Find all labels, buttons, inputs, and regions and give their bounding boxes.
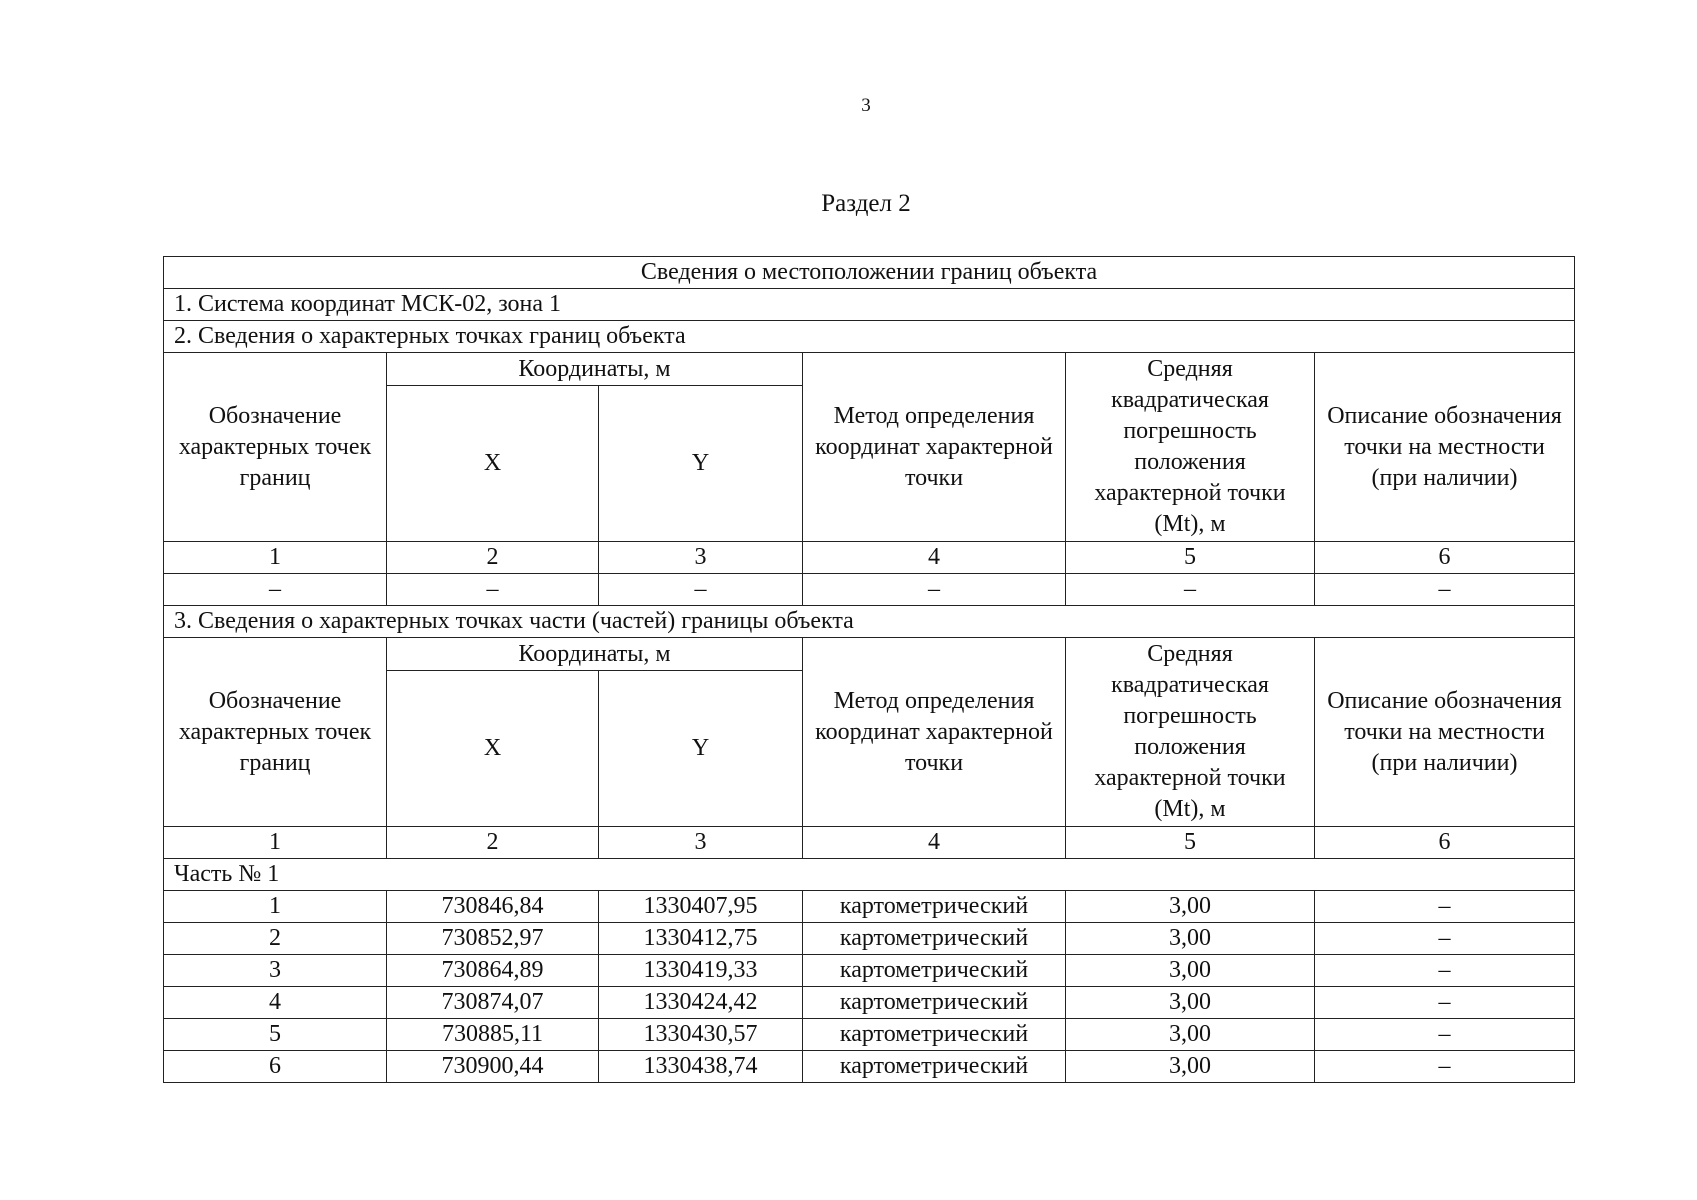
table-cell: – bbox=[164, 574, 387, 606]
table-cell: – bbox=[599, 574, 803, 606]
header-x: X bbox=[387, 671, 599, 827]
part-label: Часть № 1 bbox=[164, 859, 1575, 891]
header-method: Метод определения координат характерной точки bbox=[803, 353, 1066, 542]
boundary-table bbox=[163, 256, 1575, 1083]
header-y: Y bbox=[599, 386, 803, 542]
table-row bbox=[164, 891, 1575, 923]
header-point-designation: Обозначение характерных точек границ bbox=[164, 638, 387, 827]
table-cell: – bbox=[1066, 574, 1315, 606]
header-y: Y bbox=[599, 671, 803, 827]
table-cell: 1330424,42 bbox=[599, 987, 803, 1019]
table-cell: картометрический bbox=[803, 1019, 1066, 1051]
column-number: 5 bbox=[1066, 542, 1315, 574]
header-coordinates: Координаты, м bbox=[387, 638, 803, 671]
table-cell: – bbox=[387, 574, 599, 606]
table-row bbox=[164, 955, 1575, 987]
header-description: Описание обозначения точки на местности (при наличии) bbox=[1315, 638, 1575, 827]
coord-system-row bbox=[164, 289, 1575, 321]
header-x: X bbox=[387, 386, 599, 542]
table-cell: картометрический bbox=[803, 923, 1066, 955]
table-cell: 1330419,33 bbox=[599, 955, 803, 987]
header-accuracy: Средняя квадратическая погрешность положения характерной точки (Mt), м bbox=[1066, 638, 1315, 827]
coord-system-label: 1. Система координат МСК-02, зона 1 bbox=[164, 289, 1575, 321]
header-method: Метод определения координат характерной точки bbox=[803, 638, 1066, 827]
table-cell: картометрический bbox=[803, 955, 1066, 987]
column-number: 1 bbox=[164, 827, 387, 859]
section3-header-row bbox=[164, 638, 1575, 671]
table-cell: 730852,97 bbox=[387, 923, 599, 955]
column-number: 6 bbox=[1315, 827, 1575, 859]
table-cell: 730864,89 bbox=[387, 955, 599, 987]
column-number: 5 bbox=[1066, 827, 1315, 859]
table-cell: – bbox=[1315, 955, 1575, 987]
section2-title: 2. Сведения о характерных точках границ объекта bbox=[164, 321, 1575, 353]
table-cell: 1330412,75 bbox=[599, 923, 803, 955]
table-cell: 3,00 bbox=[1066, 955, 1315, 987]
table-cell: 2 bbox=[164, 923, 387, 955]
table-cell: 730846,84 bbox=[387, 891, 599, 923]
table-cell: 3,00 bbox=[1066, 1019, 1315, 1051]
table-row bbox=[164, 1051, 1575, 1083]
header-description: Описание обозначения точки на местности (при наличии) bbox=[1315, 353, 1575, 542]
table-cell: картометрический bbox=[803, 891, 1066, 923]
header-coordinates: Координаты, м bbox=[387, 353, 803, 386]
table-cell: – bbox=[1315, 891, 1575, 923]
column-number: 3 bbox=[599, 542, 803, 574]
table-cell: 4 bbox=[164, 987, 387, 1019]
table-cell: 3,00 bbox=[1066, 987, 1315, 1019]
section3-data-body bbox=[164, 891, 1575, 1083]
table-cell: 3,00 bbox=[1066, 891, 1315, 923]
table-cell: – bbox=[1315, 1051, 1575, 1083]
table-row bbox=[164, 1019, 1575, 1051]
column-number: 3 bbox=[599, 827, 803, 859]
table-cell: 730900,44 bbox=[387, 1051, 599, 1083]
table-cell: – bbox=[1315, 1019, 1575, 1051]
table-row bbox=[164, 987, 1575, 1019]
page-number: 3 bbox=[861, 95, 871, 116]
table-cell: 1330407,95 bbox=[599, 891, 803, 923]
table-cell: – bbox=[1315, 987, 1575, 1019]
section3-title: 3. Сведения о характерных точках части (частей) границы объекта bbox=[164, 606, 1575, 638]
part-label-row bbox=[164, 859, 1575, 891]
column-number: 2 bbox=[387, 827, 599, 859]
table-cell: картометрический bbox=[803, 987, 1066, 1019]
section2-column-numbers bbox=[164, 542, 1575, 574]
table-cell: 5 bbox=[164, 1019, 387, 1051]
column-number: 6 bbox=[1315, 542, 1575, 574]
section3-title-row bbox=[164, 606, 1575, 638]
table-cell: 1330438,74 bbox=[599, 1051, 803, 1083]
table-cell: – bbox=[1315, 923, 1575, 955]
table-title: Сведения о местоположении границ объекта bbox=[164, 257, 1575, 289]
table-cell: 1 bbox=[164, 891, 387, 923]
table-cell: 1330430,57 bbox=[599, 1019, 803, 1051]
table-cell: 730885,11 bbox=[387, 1019, 599, 1051]
header-point-designation: Обозначение характерных точек границ bbox=[164, 353, 387, 542]
section3-column-numbers bbox=[164, 827, 1575, 859]
section-title: Раздел 2 bbox=[821, 190, 911, 217]
table-cell: картометрический bbox=[803, 1051, 1066, 1083]
section2-header-row bbox=[164, 353, 1575, 386]
column-number: 4 bbox=[803, 542, 1066, 574]
table-title-row bbox=[164, 257, 1575, 289]
column-number: 2 bbox=[387, 542, 599, 574]
table-cell: 730874,07 bbox=[387, 987, 599, 1019]
table-cell: – bbox=[803, 574, 1066, 606]
column-number: 4 bbox=[803, 827, 1066, 859]
table-cell: 3 bbox=[164, 955, 387, 987]
table-cell: 3,00 bbox=[1066, 1051, 1315, 1083]
table-row bbox=[164, 923, 1575, 955]
table-cell: 3,00 bbox=[1066, 923, 1315, 955]
column-number: 1 bbox=[164, 542, 387, 574]
header-accuracy: Средняя квадратическая погрешность положения характерной точки (Mt), м bbox=[1066, 353, 1315, 542]
table-cell: – bbox=[1315, 574, 1575, 606]
table-row bbox=[164, 574, 1575, 606]
table-cell: 6 bbox=[164, 1051, 387, 1083]
section2-title-row bbox=[164, 321, 1575, 353]
